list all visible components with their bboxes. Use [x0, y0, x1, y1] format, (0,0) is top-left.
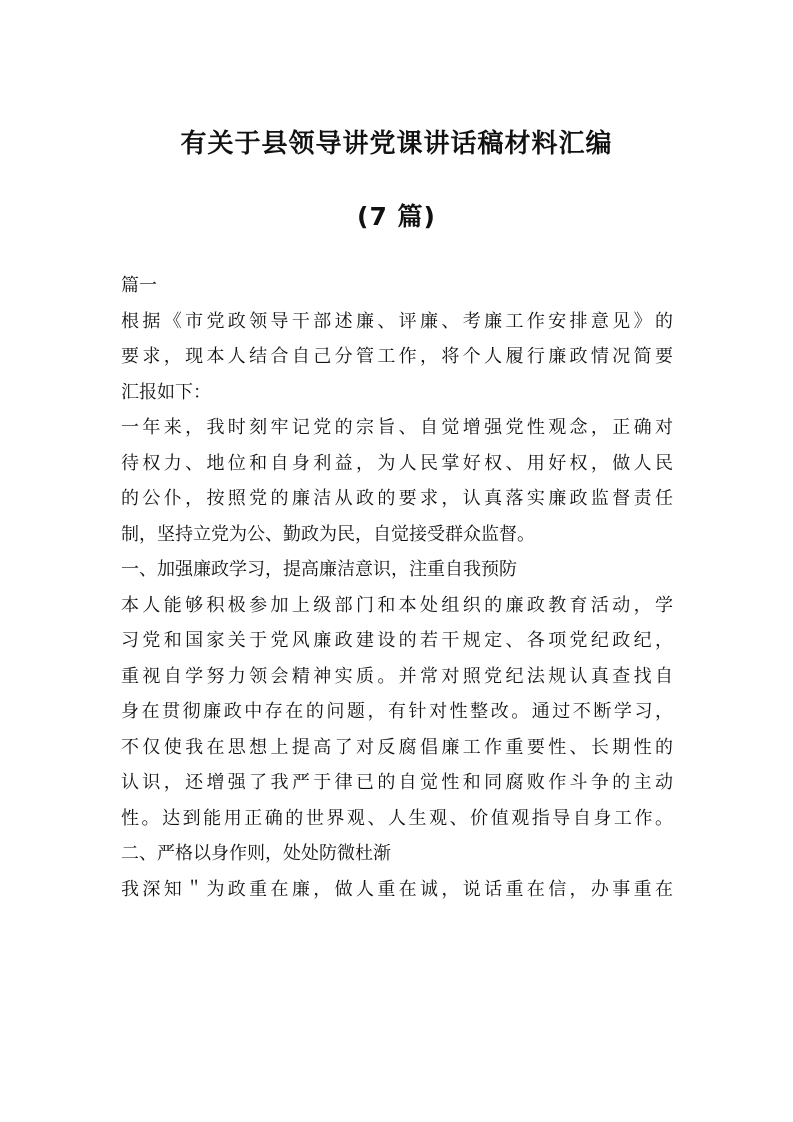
body-line: 一年来，我时刻牢记党的宗旨、自觉增强党性观念，正确对: [121, 417, 673, 438]
body-line: 性。达到能用正确的世界观、人生观、价值观指导自身工作。: [121, 807, 673, 829]
body-line: 身在贯彻廉政中存在的问题，有针对性整改。通过不断学习，: [121, 701, 673, 722]
body-line: 我深知＂为政重在廉，做人重在诚，说话重在信，办事重在: [121, 878, 673, 900]
body-line: 汇报如下：: [121, 381, 211, 403]
body-line: 认识，还增强了我严于律已的自觉性和同腐败作斗争的主动: [121, 772, 673, 793]
section-label: 篇一: [121, 275, 157, 296]
body-line: 习党和国家关于党风廉政建设的若干规定、各项党纪政纪，: [121, 630, 673, 651]
body-line: 制，坚持立党为公、勤政为民，自觉接受群众监督。: [121, 523, 535, 545]
body-line: 不仅使我在思想上提高了对反腐倡廉工作重要性、长期性的: [121, 736, 673, 758]
body-line: 重视自学努力领会精神实质。并常对照党纪法规认真查找自: [121, 665, 673, 687]
document-subtitle: (7 篇): [357, 202, 436, 231]
document-title: 有关于县领导讲党课讲话稿材料汇编: [180, 129, 613, 159]
section-heading: 一、加强廉政学习，提高廉洁意识，注重自我预防: [121, 559, 517, 580]
body-line: 待权力、地位和自身利益，为人民掌好权、用好权，做人民: [121, 452, 673, 474]
body-line: 要求，现本人结合自己分管工作，将个人履行廉政情况简要: [121, 346, 673, 367]
section-heading: 二、严格以身作则，处处防微杜渐: [121, 843, 391, 864]
document-body: [121, 268, 673, 907]
body-line: 本人能够积极参加上级部门和本处组织的廉政教育活动，学: [121, 594, 673, 616]
body-line: 根据《市党政领导干部述廉、评廉、考廉工作安排意见》的: [121, 310, 673, 332]
body-line: 的公仆，按照党的廉洁从政的要求，认真落实廉政监督责任: [121, 488, 673, 509]
